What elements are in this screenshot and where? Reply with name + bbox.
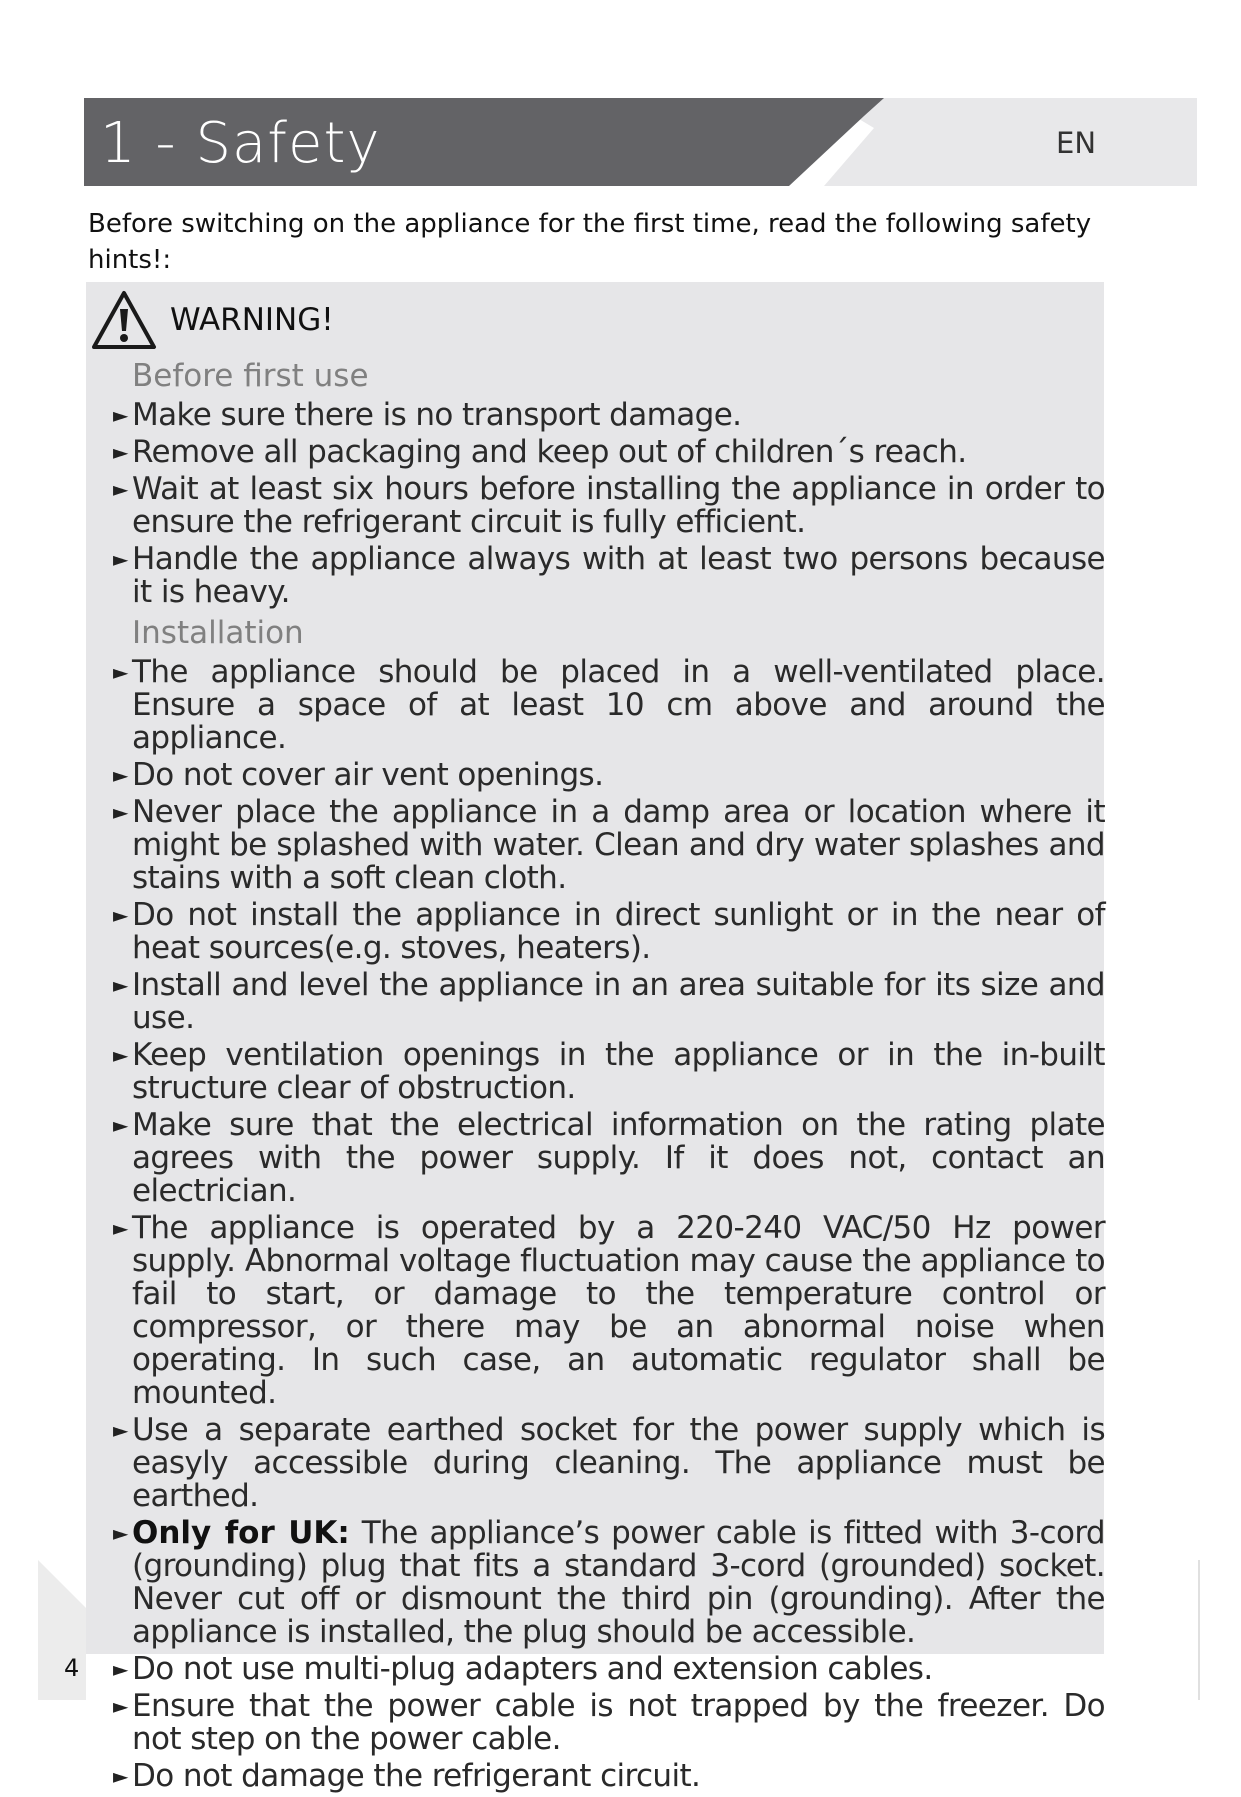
warning-triangle-icon <box>90 287 158 353</box>
bullet-arrow-icon: ► <box>113 1521 128 1545</box>
page-number: 4 <box>64 1654 80 1682</box>
list-item: ► Do not cover air vent openings. <box>113 757 604 793</box>
warning-header <box>90 286 334 354</box>
bullet-arrow-icon: ► <box>113 477 128 501</box>
list-item: ► Remove all packaging and keep out of children´s reach. <box>113 434 967 470</box>
bullet-arrow-icon: ► <box>113 660 128 684</box>
bullet-arrow-icon: ► <box>113 1216 128 1240</box>
intro-text: Before switching on the appliance for the first time, read the following safety hints!: <box>88 209 1092 275</box>
list-item-uk <box>113 1515 1105 1650</box>
bullet-arrow-icon: ► <box>113 1764 128 1788</box>
list-item: ► Do not install the appliance in direct sunlight or in the near of heat sources(e.g. stoves, heaters). <box>113 897 1105 966</box>
list-item: ► Do not use multi-plug adapters and extension cables. <box>113 1651 933 1687</box>
section-title: Installation <box>132 615 304 651</box>
list-item: ► Keep ventilation openings in the appliance or in the in-built structure clear of obstruction. <box>113 1037 1105 1106</box>
safety-content <box>113 358 1105 1797</box>
bullet-arrow-icon: ► <box>113 547 128 571</box>
bullet-arrow-icon: ► <box>113 973 128 997</box>
list-item: ► Make sure that the electrical information on the rating plate agrees with the power supply. If it does not, contact an electrician. <box>113 1107 1105 1209</box>
uk-item-lead: Only for UK: <box>132 1515 350 1551</box>
bullet-arrow-icon: ► <box>113 800 128 824</box>
bullet-arrow-icon: ► <box>113 1657 128 1681</box>
section-installation <box>113 615 1105 1794</box>
list-item: ► The appliance is operated by a 220-240 VAC/50 Hz power supply. Abnormal voltage fluctuation may cause the appliance to fail to start, or damage to the temperature control or compressor, or there may be an abnormal noise when operating. In such case, an automatic regulator shall be mounted. <box>113 1210 1105 1411</box>
list-item: ► Wait at least six hours before installing the appliance in order to ensure the refrigerant circuit is fully efficient. <box>113 471 1105 540</box>
page-title: 1 - Safety <box>100 111 381 176</box>
list-item: ► Ensure that the power cable is not trapped by the freezer. Do not step on the power cable. <box>113 1688 1105 1757</box>
bullet-arrow-icon: ► <box>113 1418 128 1442</box>
list-item: ► Make sure there is no transport damage. <box>113 397 742 433</box>
bullet-arrow-icon: ► <box>113 440 128 464</box>
list-item: ► Handle the appliance always with at least two persons because it is heavy. <box>113 541 1105 610</box>
language-code: EN <box>1056 126 1097 160</box>
list-item: ► Use a separate earthed socket for the power supply which is easyly accessible during cleaning. The appliance must be earthed. <box>113 1412 1105 1514</box>
list-item: ► Do not damage the refrigerant circuit. <box>113 1758 701 1794</box>
warning-label: WARNING! <box>170 302 334 338</box>
bullet-arrow-icon: ► <box>113 1694 128 1718</box>
section-before-first-use <box>113 358 1105 610</box>
list-item: ► Install and level the appliance in an area suitable for its size and use. <box>113 967 1105 1036</box>
section-title: Before first use <box>132 358 369 394</box>
list-item: ► The appliance should be placed in a well-ventilated place. Ensure a space of at least 10 cm above and around the appliance. <box>113 654 1105 756</box>
uk-item-text: Only for UK: The appliance’s power cable is fitted with 3-cord (grounding) plug that fits a standard 3-cord (grounded) socket. Never cut off or dismount the third pin (grounding). After the appliance is installed, the plug should be accessible. <box>132 1515 1105 1650</box>
list-item: ► Never place the appliance in a damp area or location where it might be splashed with water. Clean and dry water splashes and stains with a soft clean cloth. <box>113 794 1105 896</box>
bullet-arrow-icon: ► <box>113 1113 128 1137</box>
bullet-arrow-icon: ► <box>113 763 128 787</box>
bullet-arrow-icon: ► <box>113 903 128 927</box>
page-edge-rule <box>1198 1560 1200 1700</box>
bullet-arrow-icon: ► <box>113 1043 128 1067</box>
bullet-arrow-icon: ► <box>113 403 128 427</box>
